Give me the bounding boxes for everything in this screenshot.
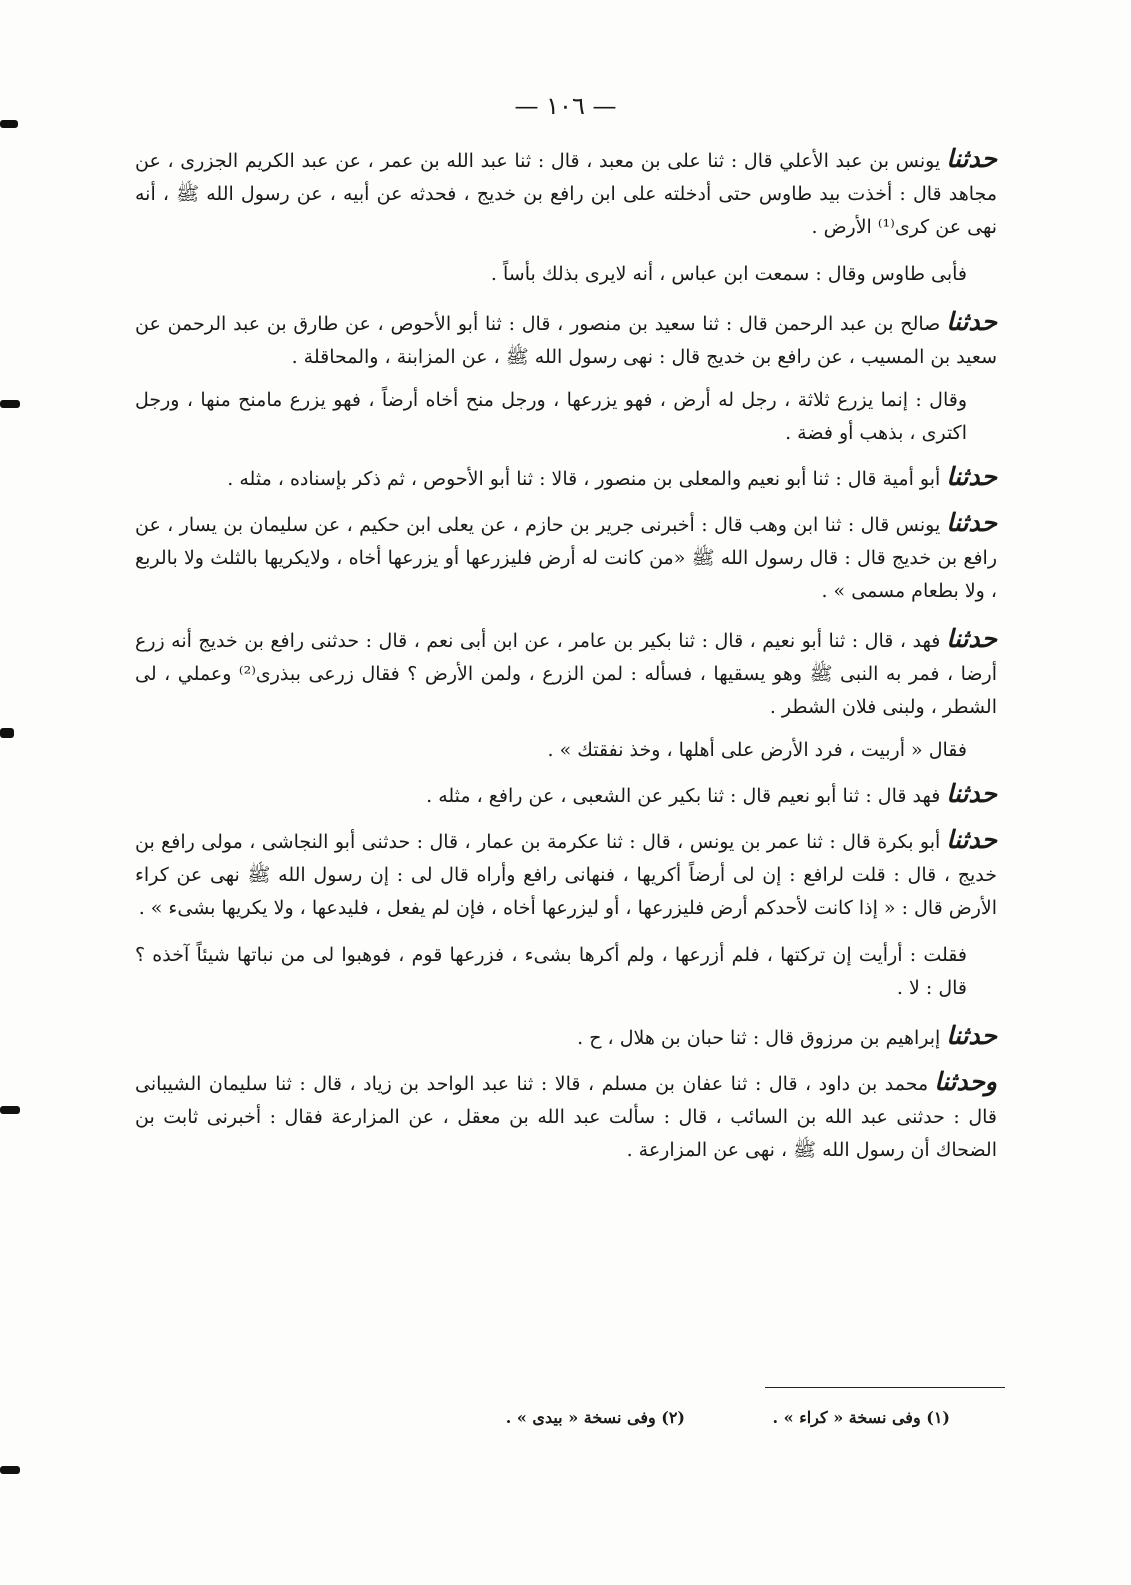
paragraph-text: فهد قال : ثنا أبو نعيم قال : ثنا بكير عن الشعبى ، عن رافع ، مثله . [426,785,941,807]
binding-mark [0,1466,20,1474]
binding-mark [0,120,18,128]
paragraph-text: أبو أمية قال : ثنا أبو نعيم والمعلى بن منصور ، قالا : ثنا أبو الأحوص ، ثم ذكر بإسناده ، مثله . [227,468,941,490]
footnote-1: (١) وفى نسخة « كراء » . [772,1408,950,1427]
page-number: — ١٠٦ — [514,92,617,120]
hadith-lead: حدثنا [946,779,997,808]
hadith-lead: حدثنا [946,825,997,854]
binding-mark [0,1106,20,1114]
paragraph-text: فأبى طاوس وقال : سمعت ابن عباس ، أنه لايرى بذلك بأساً . [490,263,967,285]
paragraph-1 [135,142,997,244]
footnote-divider [765,1387,1005,1388]
body-text [135,142,997,1177]
paragraph-text: صالح بن عبد الرحمن قال : ثنا سعيد بن منصور ، قال : ثنا أبو الأحوص ، عن طارق بن عبد الرحمن عن سعيد بن المسيب ، عن رافع بن خديج قال : نهى رسول الله ﷺ ، عن المزابنة ، والمحاقلة . [135,313,997,368]
binding-mark [0,400,20,408]
paragraph-9 [135,777,997,813]
paragraph-text: فقال « أربيت ، فرد الأرض على أهلها ، وخذ نفقتك » . [547,739,967,761]
binding-mark [0,728,14,738]
paragraph-6 [135,506,997,608]
hadith-lead: حدثنا [946,1021,997,1050]
paragraph-text: فهد ، قال : ثنا أبو نعيم ، قال : ثنا بكير بن عامر ، عن ابن أبى نعم ، قال : حدثنى رافع بن خديج أنه زرع أرضا ، فمر به النبى ﷺ وهو يسقيها ، فسأله : لمن الزرع ، ولمن الأرض ؟ فقال زرعى ببذرى⁽²⁾ وعملي ، لى الشطر ، ولبنى فلان الشطر . [135,630,997,718]
hadith-lead: وحدثنا [934,1067,997,1096]
paragraph-2 [135,258,997,291]
paragraph-text: يونس بن عبد الأعلي قال : ثنا على بن معبد ، قال : ثنا عبد الله بن عمر ، عن عبد الكريم الجزرى ، عن مجاهد قال : أخذت بيد طاوس حتى أدخلته على ابن رافع بن خديج ، فحدثه عن أبيه ، عن رسول الله ﷺ ، أنه نهى عن كرى⁽¹⁾ الأرض . [135,150,997,238]
paragraph-text: محمد بن داود ، قال : ثنا عفان بن مسلم ، قالا : ثنا عبد الواحد بن زياد ، قال : ثنا سليمان الشيبانى قال : حدثنى عبد الله بن السائب ، قال : سألت عبد الله بن معقل ، عن المزارعة فقال : أخبرنى ثابت بن الضحاك أن رسول الله ﷺ ، نهى عن المزارعة . [135,1073,997,1161]
paragraph-12 [135,1019,997,1055]
hadith-lead: حدثنا [946,508,997,537]
hadith-lead: حدثنا [946,144,997,173]
paragraph-text: إبراهيم بن مرزوق قال : ثنا حبان بن هلال ، ح . [577,1027,941,1049]
paragraph-7 [135,622,997,724]
paragraph-text: أبو بكرة قال : ثنا عمر بن يونس ، قال : ثنا عكرمة بن عمار ، قال : حدثنى أبو النجاشى ، مولى رافع بن خديج ، قال : قلت لرافع : إن لى أرضاً أكريها ، فنهانى رافع وأراه قال لى : إن رسول الله ﷺ نهى عن كراء الأرض قال : « إذا كانت لأحدكم أرض فليزرعها ، أو ليزرعها أخاه ، فإن لم يفعل ، فليدعها ، ولا يكريها بشىء » . [135,831,997,919]
footnote-2: (٢) وفى نسخة « بيدى » . [505,1408,685,1427]
paragraph-3 [135,305,997,374]
paragraph-8 [135,734,997,767]
hadith-lead: حدثنا [946,624,997,653]
hadith-lead: حدثنا [946,462,997,491]
paragraph-11 [135,939,997,1005]
paragraph-10 [135,823,997,925]
paragraph-4 [135,384,997,450]
paragraph-text: يونس قال : ثنا ابن وهب قال : أخبرنى جرير بن حازم ، عن يعلى ابن حكيم ، عن سليمان بن يسار ، عن رافع بن خديج قال : قال رسول الله ﷺ «من كانت له أرض فليزرعها أو يزرعها أخاه ، ولايكريها بالثلث ولا بالربع ، ولا بطعام مسمى » . [135,514,997,602]
paragraph-13 [135,1065,997,1167]
hadith-lead: حدثنا [946,307,997,336]
paragraph-text: وقال : إنما يزرع ثلاثة ، رجل له أرض ، فهو يزرعها ، ورجل منح أخاه أرضاً ، فهو يزرع مامنح منها ، ورجل اكترى ، بذهب أو فضة . [135,389,967,444]
paragraph-text: فقلت : أرأيت إن تركتها ، فلم أزرعها ، ولم أكرها بشىء ، فزرعها قوم ، فوهبوا لى من نباتها شيئاً آخذه ؟ قال : لا . [135,944,967,999]
paragraph-5 [135,460,997,496]
